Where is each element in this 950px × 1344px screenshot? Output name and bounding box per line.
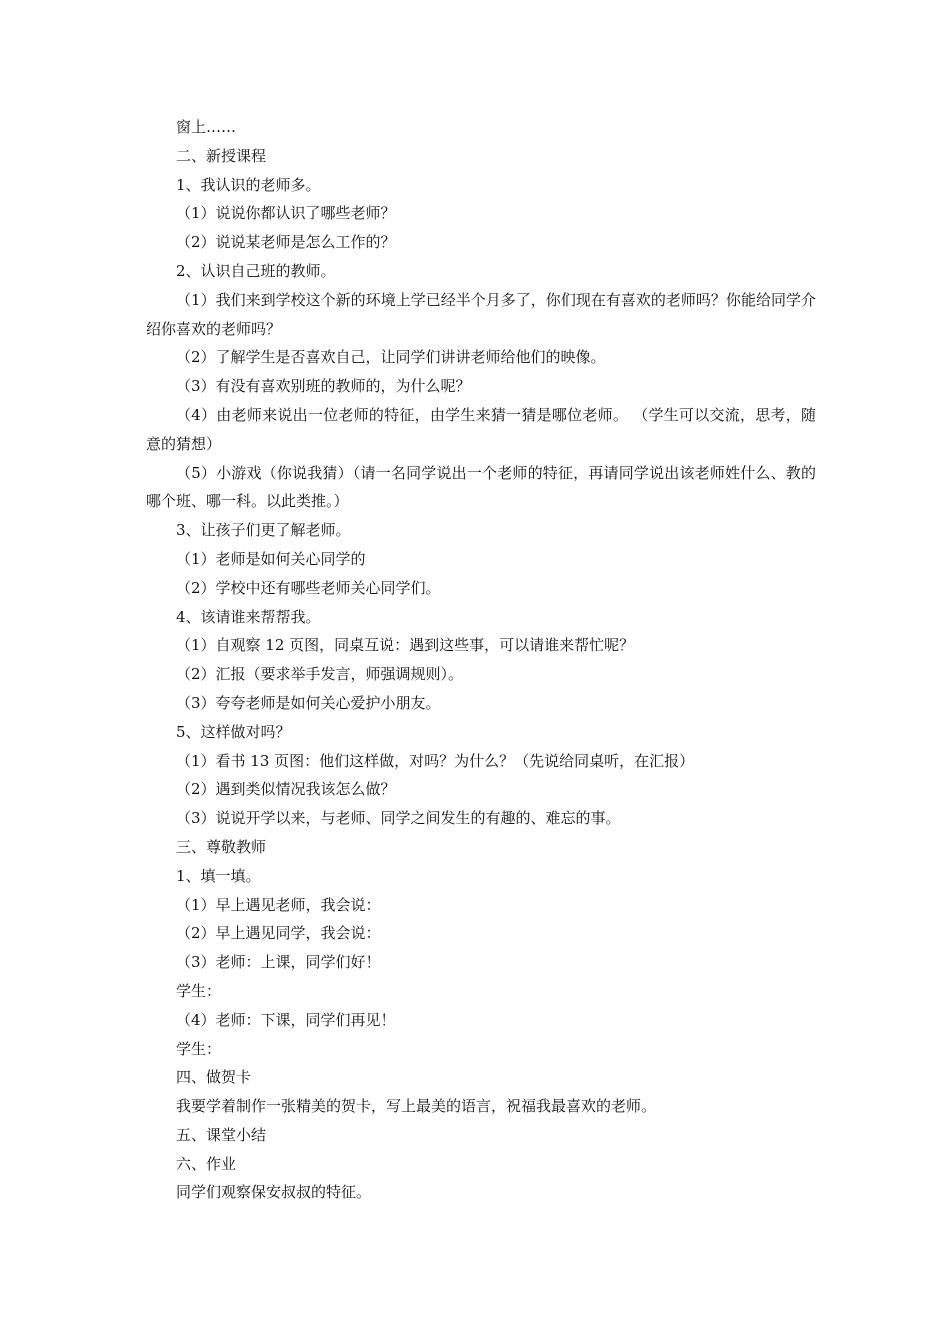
- section-heading: 六、作业: [176, 1154, 237, 1173]
- section-heading: 三、尊敬教师: [176, 837, 267, 856]
- list-item: （3）有没有喜欢别班的教师的，为什么呢？: [176, 377, 471, 396]
- text-line: 学生：: [176, 1039, 222, 1058]
- text-line: 学生：: [176, 981, 222, 1000]
- subsection-heading: 2、认识自己班的教师。: [176, 261, 336, 280]
- section-heading: 五、课堂小结: [176, 1125, 267, 1144]
- list-item: （2）了解学生是否喜欢自己，让同学们讲讲老师给他们的映像。: [176, 348, 606, 367]
- list-item: （1）我们来到学校这个新的环境上学已经半个月多了，你们现在有喜欢的老师吗？你能给同学介绍你喜欢的老师吗？: [146, 290, 816, 338]
- list-item: （2）早上遇见同学，我会说：: [176, 924, 381, 943]
- list-item: （5）小游戏（你说我猜）（请一名同学说出一个老师的特征，再请同学说出该老师姓什么、教的哪个班、哪一科。以此类推。）: [146, 463, 816, 511]
- subsection-heading: 1、填一填。: [176, 866, 261, 885]
- document-body: [146, 113, 816, 1207]
- subsection-heading: 4、该请谁来帮帮我。: [176, 607, 321, 626]
- text-line: 同学们观察保安叔叔的特征。: [176, 1183, 372, 1202]
- list-item: （3）说说开学以来，与老师、同学之间发生的有趣的、难忘的事。: [176, 809, 621, 828]
- list-item: （4）由老师来说出一位老师的特征，由学生来猜一猜是哪位老师。 （学生可以交流，思考，随意的猜想）: [146, 405, 816, 453]
- list-item: （1）老师是如何关心同学的: [176, 549, 366, 568]
- subsection-heading: 3、让孩子们更了解老师。: [176, 521, 351, 540]
- subsection-heading: 5、这样做对吗？: [176, 722, 291, 741]
- list-item: （1）早上遇见老师，我会说：: [176, 895, 381, 914]
- list-item: （1）看书 13 页图：他们这样做，对吗？为什么？（先说给同桌听，在汇报）: [176, 751, 695, 770]
- list-item: （4）老师：下课，同学们再见！: [176, 1010, 396, 1029]
- list-item: （1）自观察 12 页图，同桌互说：遇到这些事，可以请谁来帮忙呢？: [176, 636, 635, 655]
- list-item: （2）遇到类似情况我该怎么做？: [176, 780, 396, 799]
- subsection-heading: 1、我认识的老师多。: [176, 175, 321, 194]
- text-line: 我要学着制作一张精美的贺卡，写上最美的语言，祝福我最喜欢的老师。: [176, 1097, 657, 1116]
- list-item: （3）老师：上课，同学们好！: [176, 953, 381, 972]
- list-item: （2）学校中还有哪些老师关心同学们。: [176, 578, 441, 597]
- list-item: （2）汇报（要求举手发言，师强调规则）。: [176, 665, 464, 684]
- section-heading: 四、做贺卡: [176, 1068, 252, 1087]
- list-item: （2）说说某老师是怎么工作的？: [176, 233, 396, 252]
- list-item: （3）夸夸老师是如何关心爱护小朋友。: [176, 693, 441, 712]
- list-item: （1）说说你都认识了哪些老师？: [176, 204, 396, 223]
- text-line: 窗上……: [176, 118, 237, 136]
- section-heading: 二、新授课程: [176, 146, 267, 165]
